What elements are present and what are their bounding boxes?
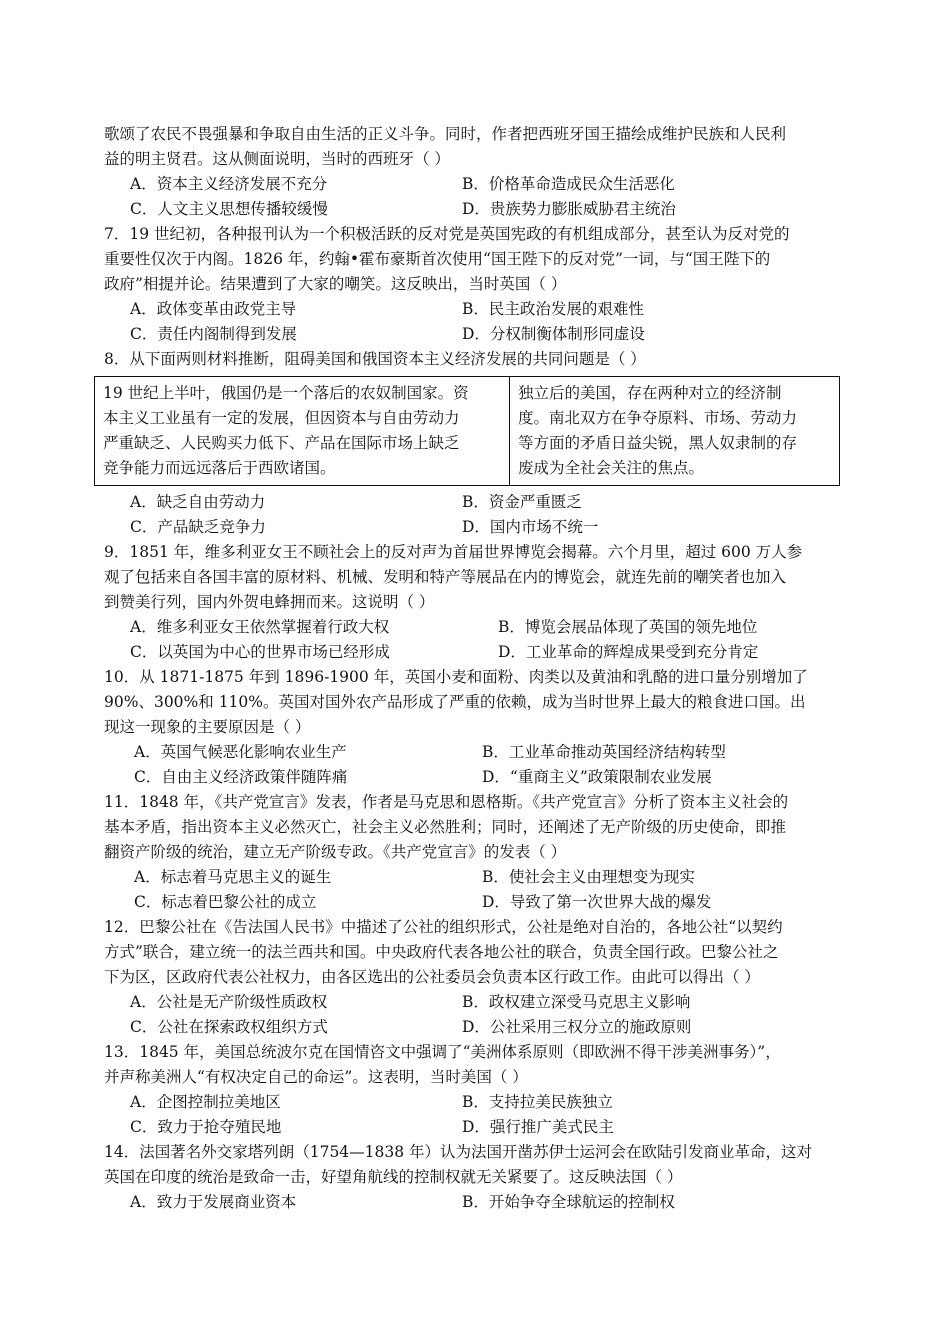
option-b[interactable]: B．民主政治发展的艰难性 — [462, 300, 644, 318]
option-d[interactable]: D．贵族势力膨胀威胁君主统治 — [462, 200, 676, 218]
material-line: 本主义工业虽有一定的发展，但因资本与自由劳动力 — [103, 409, 460, 427]
question-11 — [104, 790, 840, 915]
option-a[interactable]: A．资本主义经济发展不充分 — [130, 175, 328, 193]
option-c[interactable]: C．致力于抢夺殖民地 — [130, 1118, 282, 1136]
question-text: 90%、300%和 110%。英国对国外农产品形成了严重的依赖，成为当时世界上最大的粮食进口国。出 — [104, 693, 806, 711]
material-line: 19 世纪上半叶，俄国仍是一个落后的农奴制国家。资 — [103, 384, 469, 402]
option-b[interactable]: B．政权建立深受马克思主义影响 — [462, 993, 691, 1011]
question-text: 方式”联合，建立统一的法兰西共和国。中央政府代表各地公社的联合，负责全国行政。巴黎公社之 — [104, 943, 779, 961]
option-a[interactable]: A．标志着马克思主义的诞生 — [134, 868, 332, 886]
material-line: 度。南北双方在争夺原料、市场、劳动力 — [518, 409, 798, 427]
option-d[interactable]: D．导致了第一次世界大战的爆发 — [482, 893, 712, 911]
option-b[interactable]: B．使社会主义由理想变为现实 — [482, 868, 695, 886]
question-text: 政府”相提并论。结果遭到了大家的嘲笑。这反映出，当时英国（ ） — [104, 275, 567, 293]
material-table — [94, 376, 840, 486]
option-b[interactable]: B．工业革命推动英国经济结构转型 — [482, 743, 726, 761]
material-line: 废成为全社会关注的焦点。 — [518, 459, 705, 477]
option-d[interactable]: D．国内市场不统一 — [462, 518, 599, 536]
question-text: 13．1845 年，美国总统波尔克在国情咨文中强调了“美洲体系原则（即欧洲不得干涉美洲事务）”， — [104, 1043, 781, 1061]
material-russia — [95, 377, 510, 485]
question-text: 歌颂了农民不畏强暴和争取自由生活的正义斗争。同时，作者把西班牙国王描绘成维护民族和人民利 — [104, 125, 787, 143]
question-text: 翻资产阶级的统治，建立无产阶级专政。《共产党宣言》的发表（ ） — [104, 843, 567, 861]
question-text: 基本矛盾，指出资本主义必然灭亡，社会主义必然胜利；同时，还阐述了无产阶级的历史使命，即推 — [104, 818, 787, 836]
option-b[interactable]: B．资金严重匮乏 — [462, 493, 582, 511]
question-text: 观了包括来自各国丰富的原材料、机械、发明和特产等展品在内的博览会，就连先前的嘲笑者也加入 — [104, 568, 787, 586]
option-b[interactable]: B．价格革命造成民众生活恶化 — [462, 175, 675, 193]
option-b[interactable]: B．博览会展品体现了英国的领先地位 — [498, 618, 758, 636]
option-a[interactable]: A．维多利亚女王依然掌握着行政大权 — [130, 618, 390, 636]
option-a[interactable]: A．英国气候恶化影响农业生产 — [134, 743, 347, 761]
question-text: 12．巴黎公社在《告法国人民书》中描述了公社的组织形式，公社是绝对自治的，各地公社“以契约 — [104, 918, 783, 936]
question-text: 并声称美洲人“有权决定自己的命运”。这表明，当时美国（ ） — [104, 1068, 528, 1086]
question-text: 英国在印度的统治是致命一击，好望角航线的控制权就无关紧要了。这反映法国（ ） — [104, 1168, 683, 1186]
material-usa — [510, 377, 838, 485]
option-b[interactable]: B．开始争夺全球航运的控制权 — [462, 1193, 675, 1211]
option-a[interactable]: A．政体变革由政党主导 — [130, 300, 297, 318]
question-8 — [104, 347, 840, 540]
option-c[interactable]: C．产品缺乏竞争力 — [130, 518, 266, 536]
option-d[interactable]: D．公社采用三权分立的施政原则 — [462, 1018, 692, 1036]
option-a[interactable]: A．缺乏自由劳动力 — [130, 493, 266, 511]
question-13 — [104, 1040, 840, 1140]
question-text: 下为区，区政府代表公社权力，由各区选出的公社委员会负责本区行政工作。由此可以得出（ ） — [104, 968, 760, 986]
question-text: 8．从下面两则材料推断，阻碍美国和俄国资本主义经济发展的共同问题是（ ） — [104, 350, 646, 368]
material-line: 独立后的美国，存在两种对立的经济制 — [518, 384, 782, 402]
question-12 — [104, 915, 840, 1040]
option-a[interactable]: A．公社是无产阶级性质政权 — [130, 993, 328, 1011]
option-b[interactable]: B．支持拉美民族独立 — [462, 1093, 613, 1111]
question-text: 到赞美行列，国内外贺电蜂拥而来。这说明（ ） — [104, 593, 435, 611]
question-6-continued — [104, 122, 840, 222]
question-text: 14．法国著名外交家塔列朗（1754—1838 年）认为法国开凿苏伊士运河会在欧陆引发商业革命，这对 — [104, 1143, 813, 1161]
question-text: 益的明主贤君。这从侧面说明，当时的西班牙（ ） — [104, 150, 450, 168]
option-d[interactable]: D．强行推广美式民主 — [462, 1118, 614, 1136]
material-line: 严重缺乏、人民购买力低下、产品在国际市场上缺乏 — [103, 434, 460, 452]
option-c[interactable]: C．公社在探索政权组织方式 — [130, 1018, 328, 1036]
question-10 — [104, 665, 840, 790]
option-a[interactable]: A．致力于发展商业资本 — [130, 1193, 297, 1211]
option-a[interactable]: A．企图控制拉美地区 — [130, 1093, 281, 1111]
material-line: 等方面的矛盾日益尖锐，黑人奴隶制的存 — [518, 434, 798, 452]
question-7 — [104, 222, 840, 347]
question-text: 现这一现象的主要原因是（ ） — [104, 718, 311, 736]
option-c[interactable]: C．自由主义经济政策伴随阵痛 — [134, 768, 348, 786]
question-14 — [104, 1140, 840, 1215]
option-d[interactable]: D．“重商主义”政策限制农业发展 — [482, 768, 712, 786]
option-d[interactable]: D．分权制衡体制形同虚设 — [462, 325, 645, 343]
question-text: 9．1851 年，维多利亚女王不顾社会上的反对声为首届世界博览会揭幕。六个月里，超过 600 万人参 — [104, 543, 803, 561]
option-c[interactable]: C．人文主义思想传播较缓慢 — [130, 200, 328, 218]
question-9 — [104, 540, 840, 665]
option-c[interactable]: C．标志着巴黎公社的成立 — [134, 893, 317, 911]
material-line: 竞争能力而远远落后于西欧诸国。 — [103, 459, 336, 477]
question-text: 重要性仅次于内阁。1826 年，约翰•霍布豪斯首次使用“国王陛下的反对党”一词，与“国王陛下的 — [104, 250, 771, 268]
option-c[interactable]: C．责任内阁制得到发展 — [130, 325, 297, 343]
question-text: 10．从 1871-1875 年到 1896-1900 年，英国小麦和面粉、肉类以及黄油和乳酪的进口量分别增加了 — [104, 668, 808, 686]
question-text: 7．19 世纪初，各种报刊认为一个积极活跃的反对党是英国宪政的有机组成部分，甚至认为反对党的 — [104, 225, 790, 243]
option-c[interactable]: C．以英国为中心的世界市场已经形成 — [130, 643, 390, 661]
option-d[interactable]: D．工业革命的辉煌成果受到充分肯定 — [498, 643, 759, 661]
exam-page — [104, 122, 840, 1215]
question-text: 11．1848 年，《共产党宣言》发表，作者是马克思和恩格斯。《共产党宣言》分析了资本主义社会的 — [104, 793, 789, 811]
